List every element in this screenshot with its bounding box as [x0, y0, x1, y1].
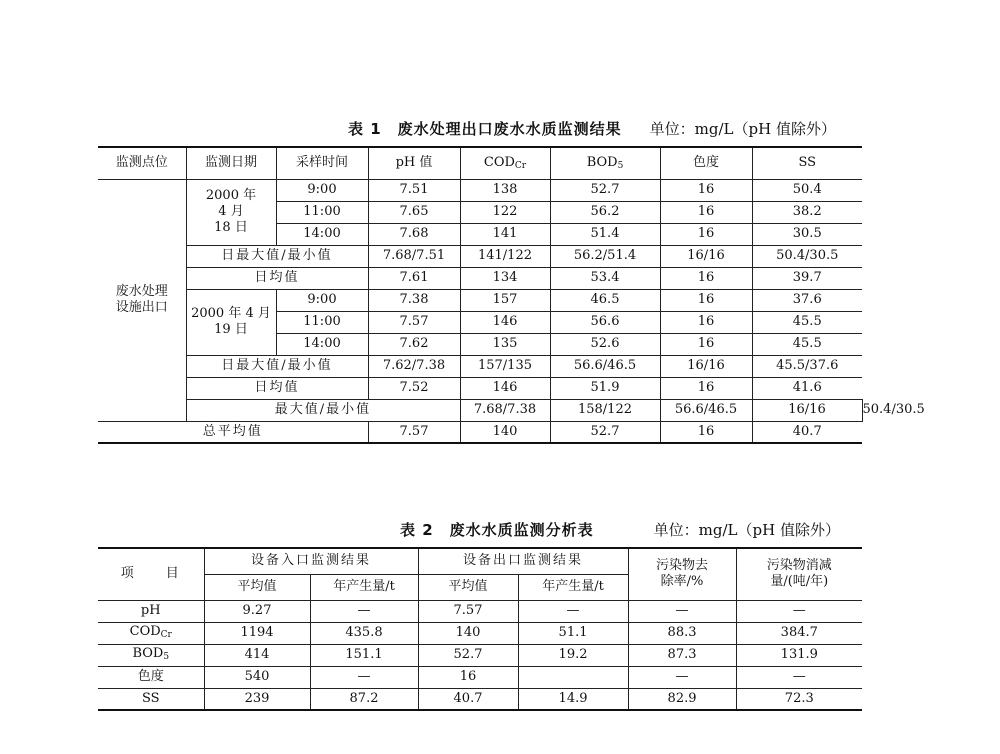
- bod-cell: 56.6/46.5: [660, 399, 752, 421]
- cod-cell: 141/122: [460, 245, 550, 267]
- item-cell: pH: [98, 600, 204, 622]
- value-cell: —: [518, 600, 628, 622]
- ph-cell: 7.68: [368, 223, 460, 245]
- value-cell: —: [628, 666, 736, 688]
- table-row: [98, 245, 862, 267]
- table-row: [98, 644, 862, 666]
- cod-cell: 158/122: [550, 399, 660, 421]
- ss-cell: 50.4: [752, 179, 862, 201]
- subheader-cell: 平均值: [418, 574, 518, 600]
- cod-cell: 146: [460, 311, 550, 333]
- bod-cell: 52.6: [550, 333, 660, 355]
- subheader-cell: 平均值: [204, 574, 310, 600]
- table-row: 最大值/最小值 7.68/7.38 158/122 56.6/46.5 16/16 50.4/30.5: [98, 399, 862, 421]
- ss-cell: 45.5/37.6: [752, 355, 862, 377]
- value-cell: 414: [204, 644, 310, 666]
- value-cell: 72.3: [736, 688, 862, 710]
- value-cell: 540: [204, 666, 310, 688]
- value-cell: 435.8: [310, 622, 418, 644]
- value-cell: 87.2: [310, 688, 418, 710]
- color-cell: 16/16: [660, 245, 752, 267]
- time-cell: 9:00: [276, 179, 368, 201]
- cod-cell: 146: [460, 377, 550, 399]
- value-cell: —: [310, 600, 418, 622]
- color-cell: 16: [660, 267, 752, 289]
- time-cell: 11:00: [276, 201, 368, 223]
- bod-cell: 56.2: [550, 201, 660, 223]
- item-header: 项 目: [98, 548, 204, 600]
- value-cell: 151.1: [310, 644, 418, 666]
- inlet-header: 设备入口监测结果: [204, 548, 418, 574]
- table-row: [98, 355, 862, 377]
- value-cell: 140: [418, 622, 518, 644]
- value-cell: [518, 666, 628, 688]
- daily-maxmin-label: 日最大值/最小值: [186, 245, 368, 267]
- table-row: [98, 289, 862, 311]
- ph-cell: 7.68/7.38: [460, 399, 550, 421]
- time-cell: 14:00: [276, 333, 368, 355]
- table1-header-cell: 色度: [660, 147, 752, 179]
- bod-cell: 51.9: [550, 377, 660, 399]
- ph-cell: 7.52: [368, 377, 460, 399]
- time-cell: 9:00: [276, 289, 368, 311]
- ph-cell: 7.38: [368, 289, 460, 311]
- ss-cell: 30.5: [752, 223, 862, 245]
- table1-header-cell: $COD_{Cr}$: [460, 147, 550, 179]
- value-cell: 16: [418, 666, 518, 688]
- reduction-header: [736, 548, 862, 600]
- bod-cell: 56.6/46.5: [550, 355, 660, 377]
- removal-header: [628, 548, 736, 600]
- bod-cell: 52.7: [550, 421, 660, 443]
- table-row: [98, 600, 862, 622]
- daily-maxmin-label: 日最大值/最小值: [186, 355, 368, 377]
- table1-title: 表 1 废水处理出口废水水质监测结果: [348, 120, 622, 138]
- value-cell: —: [736, 666, 862, 688]
- item-cell: $COD_{Cr}$: [98, 622, 204, 644]
- value-cell: 51.1: [518, 622, 628, 644]
- value-cell: 40.7: [418, 688, 518, 710]
- color-cell: 16: [660, 289, 752, 311]
- table-row: [98, 666, 862, 688]
- value-cell: 19.2: [518, 644, 628, 666]
- table2-caption: [400, 519, 840, 540]
- value-cell: 384.7: [736, 622, 862, 644]
- ss-cell: 38.2: [752, 201, 862, 223]
- cod-cell: 141: [460, 223, 550, 245]
- bod-cell: 56.2/51.4: [550, 245, 660, 267]
- value-cell: 239: [204, 688, 310, 710]
- color-cell: 16: [660, 421, 752, 443]
- subheader-cell: 年产生量/t: [518, 574, 628, 600]
- value-cell: 87.3: [628, 644, 736, 666]
- cod-cell: 135: [460, 333, 550, 355]
- ph-cell: 7.51: [368, 179, 460, 201]
- date-line: 4 月: [218, 203, 244, 219]
- color-cell: 16: [660, 333, 752, 355]
- ph-cell: 7.68/7.51: [368, 245, 460, 267]
- table1-header-cell: SS: [752, 147, 862, 179]
- location-cell: [98, 179, 186, 421]
- table1-header-cell: 监测点位: [98, 147, 186, 179]
- table2-header-row: [98, 548, 862, 574]
- table1: [98, 146, 925, 444]
- cod-cell: 134: [460, 267, 550, 289]
- value-cell: —: [310, 666, 418, 688]
- removal-header-line: 除率/%: [660, 574, 704, 590]
- table2-title: 表 2 废水水质监测分析表: [400, 521, 594, 539]
- color-cell: 16: [660, 201, 752, 223]
- value-cell: 9.27: [204, 600, 310, 622]
- table1-header-row: [98, 147, 862, 179]
- reduction-header-line: 量/(吨/年): [770, 574, 829, 590]
- item-cell: $BOD_5$: [98, 644, 204, 666]
- daily-avg-label: 日均值: [186, 377, 368, 399]
- table-row: [98, 377, 862, 399]
- color-cell: 16: [660, 311, 752, 333]
- value-cell: —: [628, 600, 736, 622]
- table-row: [98, 688, 862, 710]
- ph-cell: 7.61: [368, 267, 460, 289]
- date-cell: [186, 289, 276, 355]
- reduction-header-line: 污染物消减: [766, 558, 832, 573]
- value-cell: 131.9: [736, 644, 862, 666]
- value-cell: 1194: [204, 622, 310, 644]
- removal-header-line: 污染物去: [656, 558, 709, 573]
- date-line: 19 日: [214, 322, 248, 337]
- daily-avg-label: 日均值: [186, 267, 368, 289]
- ph-cell: 7.65: [368, 201, 460, 223]
- table1-unit: 单位：mg/L（pH 值除外）: [649, 120, 836, 138]
- value-cell: 14.9: [518, 688, 628, 710]
- cod-cell: 122: [460, 201, 550, 223]
- color-cell: 16: [660, 223, 752, 245]
- bod-cell: 52.7: [550, 179, 660, 201]
- location-line: 废水处理: [115, 283, 168, 299]
- color-cell: 16: [660, 377, 752, 399]
- ss-cell: 40.7: [752, 421, 862, 443]
- bod-cell: 56.6: [550, 311, 660, 333]
- ss-cell: 50.4/30.5: [752, 245, 862, 267]
- table1-caption: [348, 118, 836, 139]
- table-row: [98, 622, 862, 644]
- table1-header-cell: 监测日期: [186, 147, 276, 179]
- date-line: 2000 年 4 月: [191, 305, 271, 321]
- item-cell: SS: [98, 688, 204, 710]
- table1-header-cell: pH 值: [368, 147, 460, 179]
- cod-cell: 140: [460, 421, 550, 443]
- cod-cell: 157/135: [460, 355, 550, 377]
- table2: [98, 547, 862, 711]
- ss-cell: 39.7: [752, 267, 862, 289]
- ph-cell: 7.57: [368, 421, 460, 443]
- ph-cell: 7.57: [368, 311, 460, 333]
- time-cell: 11:00: [276, 311, 368, 333]
- table-row: [98, 179, 862, 201]
- table1-header-cell: 采样时间: [276, 147, 368, 179]
- ss-cell: 45.5: [752, 311, 862, 333]
- ss-cell: 45.5: [752, 333, 862, 355]
- color-cell: 16/16: [752, 399, 862, 421]
- table-row: [98, 421, 862, 443]
- bod-cell: 53.4: [550, 267, 660, 289]
- value-cell: —: [736, 600, 862, 622]
- value-cell: 82.9: [628, 688, 736, 710]
- cod-cell: 157: [460, 289, 550, 311]
- subheader-cell: 年产生量/t: [310, 574, 418, 600]
- item-cell: 色度: [98, 666, 204, 688]
- ss-cell: 37.6: [752, 289, 862, 311]
- overall-maxmin-label: 最大值/最小值: [186, 399, 460, 421]
- value-cell: 88.3: [628, 622, 736, 644]
- date-line: 2000 年: [205, 187, 257, 203]
- value-cell: 52.7: [418, 644, 518, 666]
- location-line: 设施出口: [115, 300, 168, 315]
- time-cell: 14:00: [276, 223, 368, 245]
- date-cell: [186, 179, 276, 245]
- ss-cell: 41.6: [752, 377, 862, 399]
- table-row: [98, 267, 862, 289]
- table2-unit: 单位：mg/L（pH 值除外）: [653, 521, 840, 539]
- color-cell: 16/16: [660, 355, 752, 377]
- table1-header-cell: $BOD_5$: [550, 147, 660, 179]
- bod-cell: 46.5: [550, 289, 660, 311]
- ph-cell: 7.62/7.38: [368, 355, 460, 377]
- overall-avg-label: 总平均值: [98, 421, 368, 443]
- outlet-header: 设备出口监测结果: [418, 548, 628, 574]
- value-cell: 7.57: [418, 600, 518, 622]
- cod-cell: 138: [460, 179, 550, 201]
- bod-cell: 51.4: [550, 223, 660, 245]
- ph-cell: 7.62: [368, 333, 460, 355]
- date-line: 18 日: [214, 220, 248, 236]
- color-cell: 16: [660, 179, 752, 201]
